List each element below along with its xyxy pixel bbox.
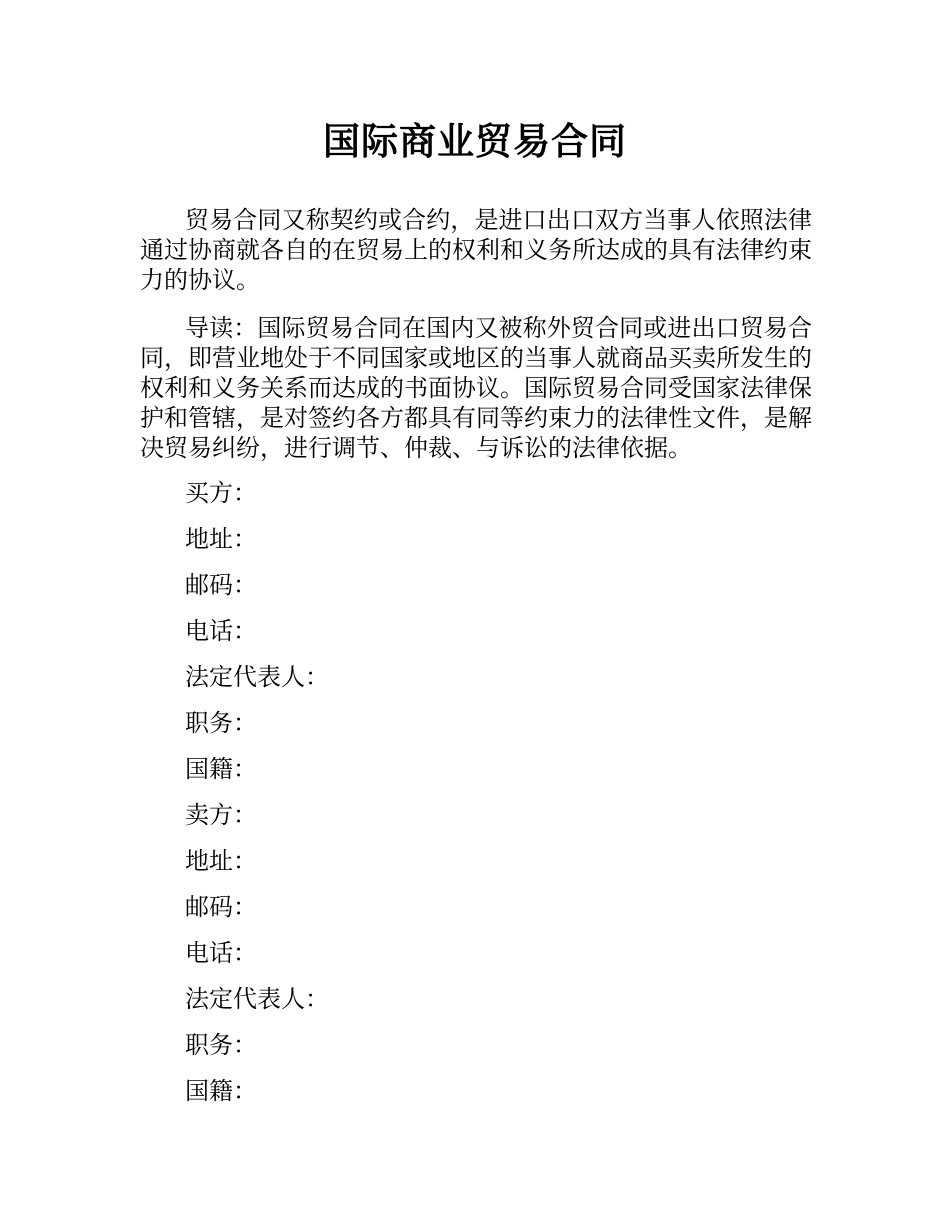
buyer-nationality-field: 国籍：: [185, 755, 257, 783]
seller-legal-rep-field: 法定代表人：: [185, 985, 329, 1013]
seller-address-field: 地址：: [185, 847, 257, 875]
buyer-legal-rep-field: 法定代表人：: [185, 663, 329, 691]
buyer-postcode-field: 邮码：: [185, 571, 257, 599]
document-title: 国际商业贸易合同: [323, 120, 627, 163]
buyer-party-field: 买方：: [185, 479, 257, 507]
seller-phone-field: 电话：: [185, 939, 257, 967]
seller-nationality-field: 国籍：: [185, 1077, 257, 1105]
buyer-phone-field: 电话：: [185, 617, 257, 645]
party-fields: [185, 478, 329, 1122]
seller-party-field: 卖方：: [185, 801, 257, 829]
seller-position-field: 职务：: [185, 1031, 257, 1059]
guide-paragraph: 导读：国际贸易合同在国内又被称外贸合同或进出口贸易合同，即营业地处于不同国家或地区的当事人就商品买卖所发生的权利和义务关系而达成的书面协议。国际贸易合同受国家法律保护和管辖，是对签约各方都具有同等约束力的法律性文件，是解决贸易纠纷，进行调节、仲裁、与诉讼的法律依据。: [140, 314, 812, 462]
seller-postcode-field: 邮码：: [185, 893, 257, 921]
buyer-position-field: 职务：: [185, 709, 257, 737]
intro-paragraph: 贸易合同又称契约或合约，是进口出口双方当事人依照法律通过协商就各自的在贸易上的权利和义务所达成的具有法律约束力的协议。: [140, 206, 812, 294]
buyer-address-field: 地址：: [185, 525, 257, 553]
